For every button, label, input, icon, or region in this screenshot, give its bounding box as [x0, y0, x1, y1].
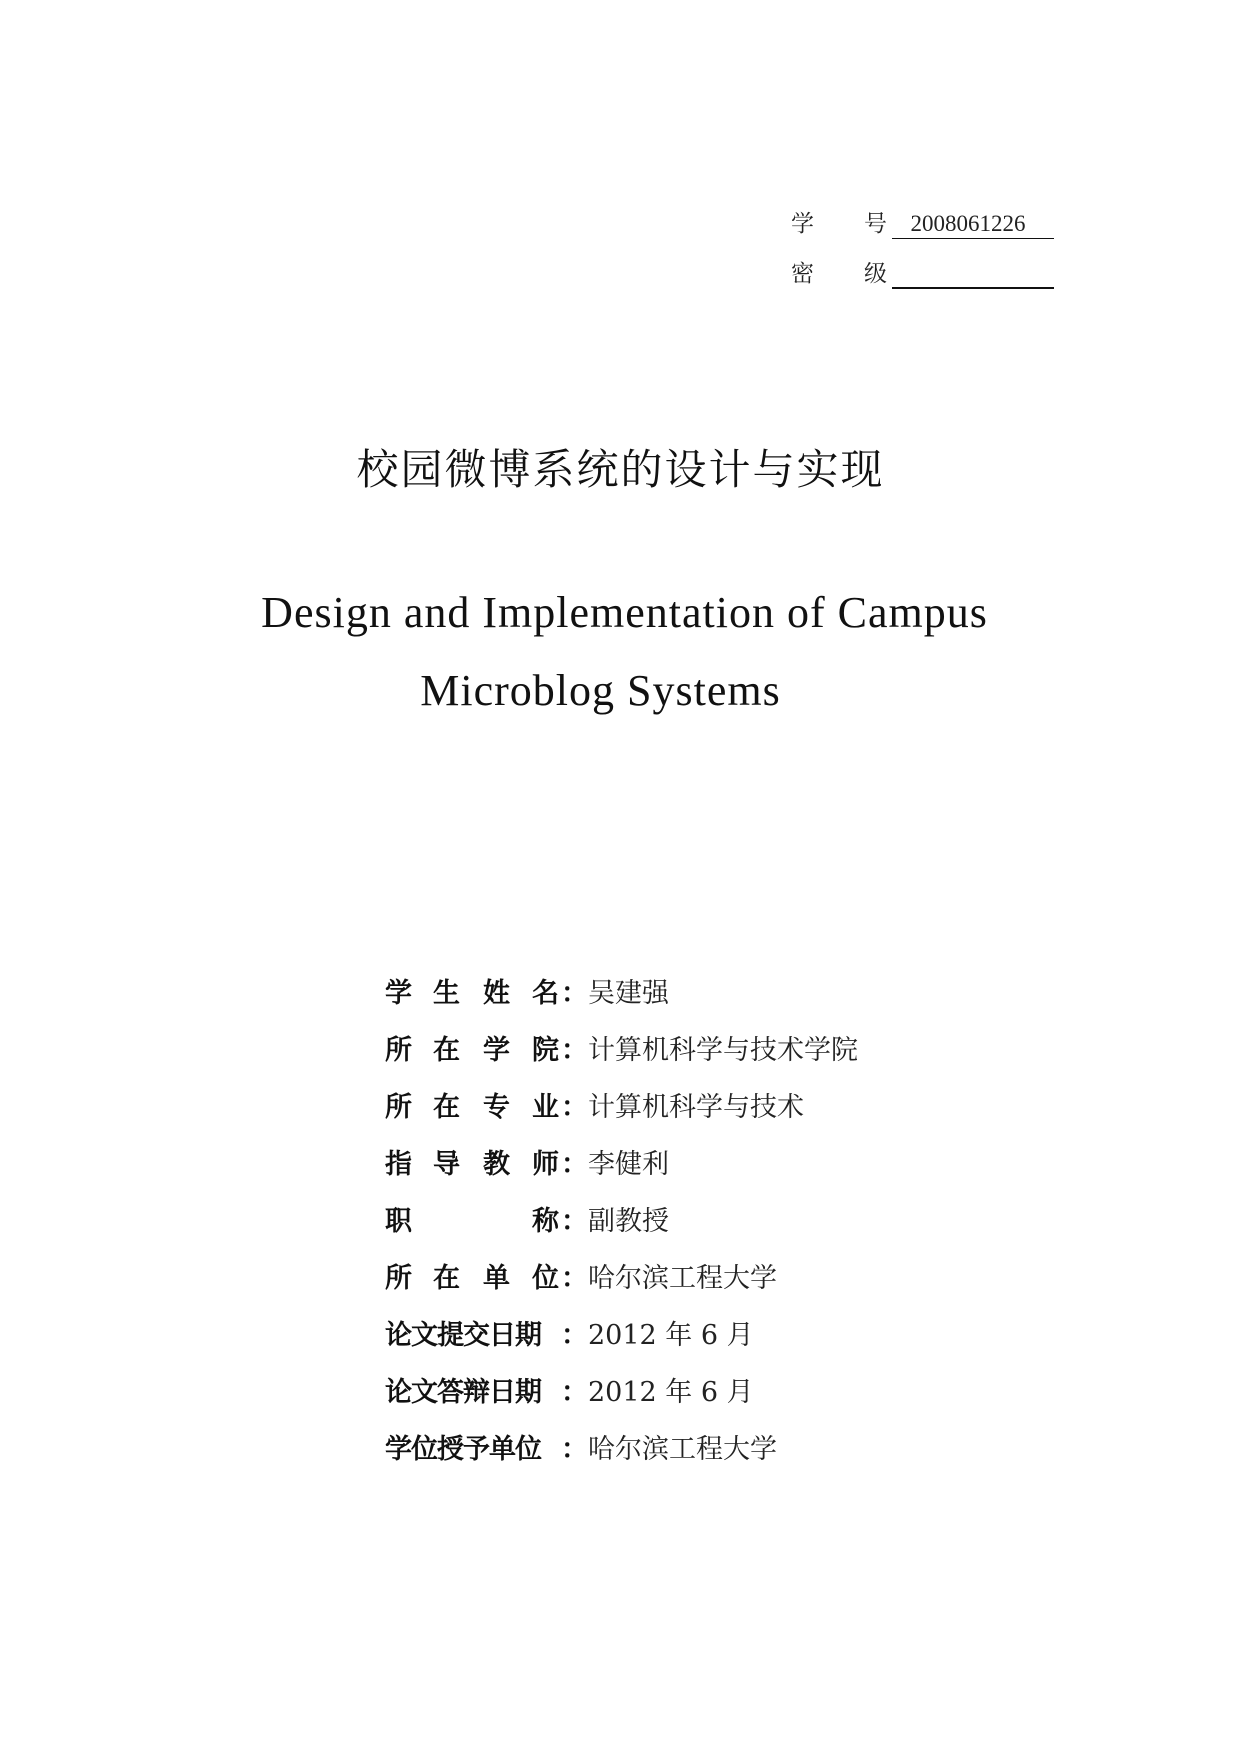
info-colon: ：: [561, 1377, 588, 1408]
info-row-title: [385, 1200, 985, 1257]
info-row-defense-date: [385, 1371, 985, 1428]
info-label-char: 称: [532, 1206, 559, 1237]
academic-title-value: 副教授: [588, 1206, 669, 1237]
info-label-char: 专: [483, 1092, 510, 1123]
info-colon: ：: [561, 1092, 588, 1123]
info-label-char: 名: [532, 978, 559, 1009]
info-row-affiliation: [385, 1257, 985, 1314]
info-label-char: 姓: [483, 978, 510, 1009]
info-row-submission-date: [385, 1314, 985, 1371]
info-label-char: 在: [433, 1263, 460, 1294]
college-value: 计算机科学与技术学院: [588, 1035, 858, 1066]
info-colon: ：: [561, 1206, 588, 1237]
info-colon: ：: [561, 978, 588, 1009]
info-label-char: 生: [433, 978, 460, 1009]
student-id-label-char-1: 学: [791, 211, 814, 237]
affiliation-value: 哈尔滨工程大学: [588, 1263, 777, 1294]
secrecy-label-char-2: 级: [864, 261, 887, 287]
info-colon: ：: [561, 1320, 588, 1351]
info-row-college: [385, 1029, 985, 1086]
info-label-char: 职: [385, 1206, 412, 1237]
student-name-value: 吴建强: [588, 978, 669, 1009]
defense-date-value: 2012 年 6 月: [588, 1377, 754, 1408]
info-label: 论文答辩日期: [385, 1377, 541, 1408]
info-row-major: [385, 1086, 985, 1143]
info-row-student-name: [385, 972, 985, 1029]
thesis-info-list: [385, 972, 985, 1485]
thesis-title-english-line-1: Design and Implementation of Campus: [261, 588, 988, 637]
secrecy-level-value: [892, 257, 1054, 289]
secrecy-label-char-1: 密: [791, 261, 814, 287]
info-label-char: 在: [433, 1092, 460, 1123]
student-id-value: 2008061226: [892, 207, 1054, 239]
info-row-degree-grantor: [385, 1428, 985, 1485]
info-colon: ：: [561, 1434, 588, 1465]
info-label-char: 所: [385, 1035, 412, 1066]
info-label-char: 学: [385, 978, 412, 1009]
info-colon: ：: [561, 1263, 588, 1294]
info-label-char: 师: [532, 1149, 559, 1180]
degree-grantor-value: 哈尔滨工程大学: [588, 1434, 777, 1465]
info-label-char: 单: [483, 1263, 510, 1294]
submission-date-value: 2012 年 6 月: [588, 1320, 754, 1351]
info-row-supervisor: [385, 1143, 985, 1200]
info-label-char: 学: [483, 1035, 510, 1066]
info-label: 学位授予单位: [385, 1434, 541, 1465]
thesis-title-english-line-2: Microblog Systems: [420, 666, 781, 715]
info-colon: ：: [561, 1035, 588, 1066]
info-label-char: 教: [483, 1149, 510, 1180]
supervisor-value: 李健利: [588, 1149, 669, 1180]
thesis-title-chinese: 校园微博系统的设计与实现: [356, 445, 885, 494]
info-label-char: 业: [532, 1092, 559, 1123]
info-label-char: 在: [433, 1035, 460, 1066]
major-value: 计算机科学与技术: [588, 1092, 804, 1123]
info-colon: ：: [561, 1149, 588, 1180]
info-label-char: 所: [385, 1263, 412, 1294]
info-label-char: 导: [433, 1149, 460, 1180]
info-label-char: 所: [385, 1092, 412, 1123]
info-label-char: 指: [385, 1149, 412, 1180]
info-label-char: 院: [532, 1035, 559, 1066]
info-label: 论文提交日期: [385, 1320, 541, 1351]
student-id-label-char-2: 号: [864, 211, 887, 237]
info-label-char: 位: [532, 1263, 559, 1294]
